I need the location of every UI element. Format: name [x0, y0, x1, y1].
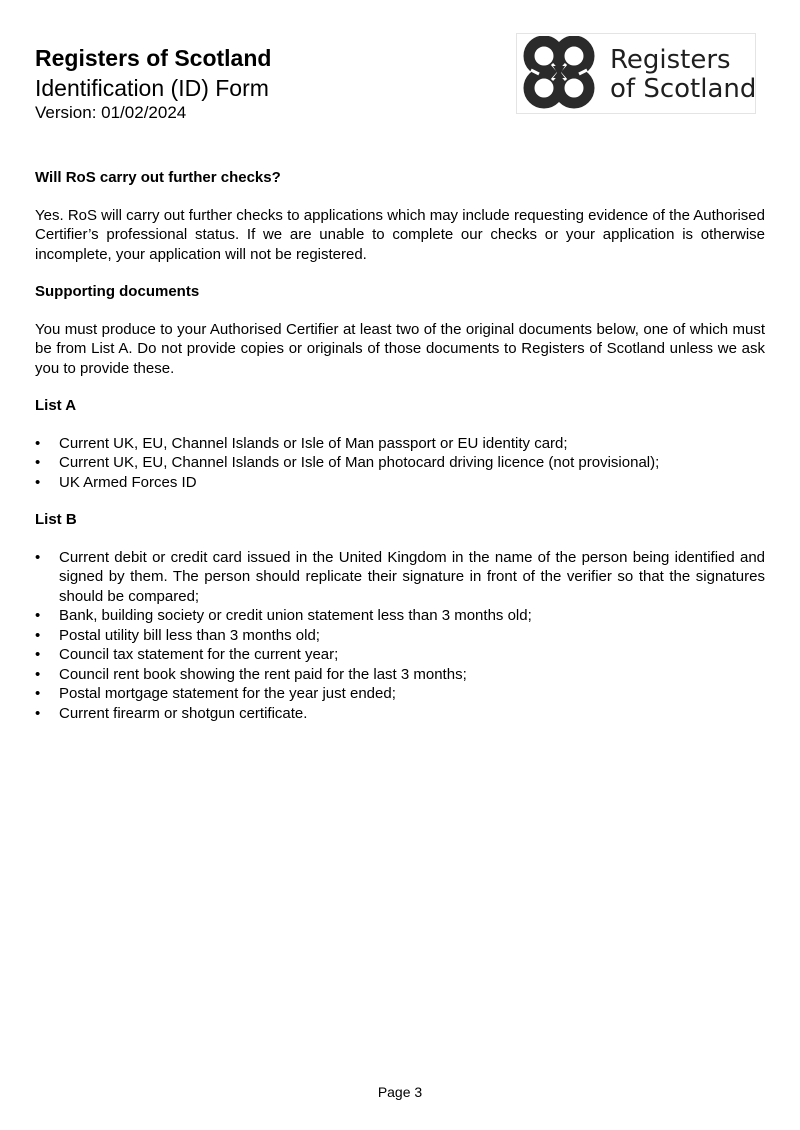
list-item [35, 453, 765, 473]
list-item-text: UK Armed Forces ID [59, 473, 197, 491]
list-a-heading: List A [35, 397, 77, 414]
list-item [35, 626, 765, 646]
list-item-text: Postal utility bill less than 3 months old; [59, 626, 320, 644]
list-item-text: Postal mortgage statement for the year just ended; [59, 685, 396, 702]
bullet-icon: • [35, 685, 41, 702]
list-b [35, 548, 765, 724]
logo-wordmark [610, 46, 756, 104]
list-item [35, 606, 765, 626]
bullet-icon: • [35, 665, 41, 683]
list-item [35, 434, 765, 454]
bullet-icon: • [35, 454, 41, 471]
list-item-text: Current UK, EU, Channel Islands or Isle of Man passport or EU identity card; [59, 434, 568, 452]
list-item-text: Current debit or credit card issued in the United Kingdom in the name of the person being identified and signed by them. The person should replicate their signature in front of the verifier so that the signatures should be compared; [59, 548, 765, 605]
list-item [35, 473, 765, 493]
bullet-icon: • [35, 626, 41, 644]
document-version: Version: 01/02/2024 [35, 103, 187, 122]
bullet-icon: • [35, 434, 41, 452]
bullet-icon: • [35, 473, 41, 491]
registers-of-scotland-logo [516, 33, 756, 114]
list-item [35, 645, 765, 665]
list-item-text: Bank, building society or credit union statement less than 3 months old; [59, 607, 532, 624]
knot-emblem-icon [519, 36, 605, 112]
list-item [35, 704, 765, 724]
list-item-text: Council tax statement for the current year; [59, 646, 339, 663]
logo-line-1: Registers [610, 45, 731, 75]
bullet-icon: • [35, 548, 41, 566]
bullet-icon: • [35, 607, 41, 624]
list-b-heading: List B [35, 511, 77, 528]
list-item-text: Current UK, EU, Channel Islands or Isle of Man photocard driving licence (not provisional); [59, 454, 660, 471]
page-number: Page 3 [377, 1084, 423, 1100]
list-item [35, 548, 765, 607]
section-heading-supporting: Supporting documents [35, 283, 200, 300]
section-body-supporting: You must produce to your Authorised Certifier at least two of the original documents below, one of which must be from List A. Do not provide copies or originals of those documents to Registers of Scotland unless we ask you to provide these. [35, 320, 765, 377]
section-body-checks: Yes. RoS will carry out further checks to applications which may include requesting evidence of the Authorised Certifier’s professional status. If we are unable to complete our checks or your application is otherwise incomplete, your application will not be registered. [35, 206, 765, 263]
bullet-icon: • [35, 704, 41, 722]
list-a [35, 434, 765, 493]
document-title: Registers of Scotland [35, 45, 272, 71]
document-body [35, 168, 765, 741]
list-item [35, 684, 765, 704]
document-subtitle: Identification (ID) Form [35, 75, 269, 101]
section-heading-checks: Will RoS carry out further checks? [35, 169, 281, 186]
bullet-icon: • [35, 646, 41, 663]
list-item-text: Council rent book showing the rent paid for the last 3 months; [59, 665, 467, 683]
list-item [35, 665, 765, 685]
list-item-text: Current firearm or shotgun certificate. [59, 704, 308, 722]
logo-line-2: of Scotland [610, 74, 757, 104]
